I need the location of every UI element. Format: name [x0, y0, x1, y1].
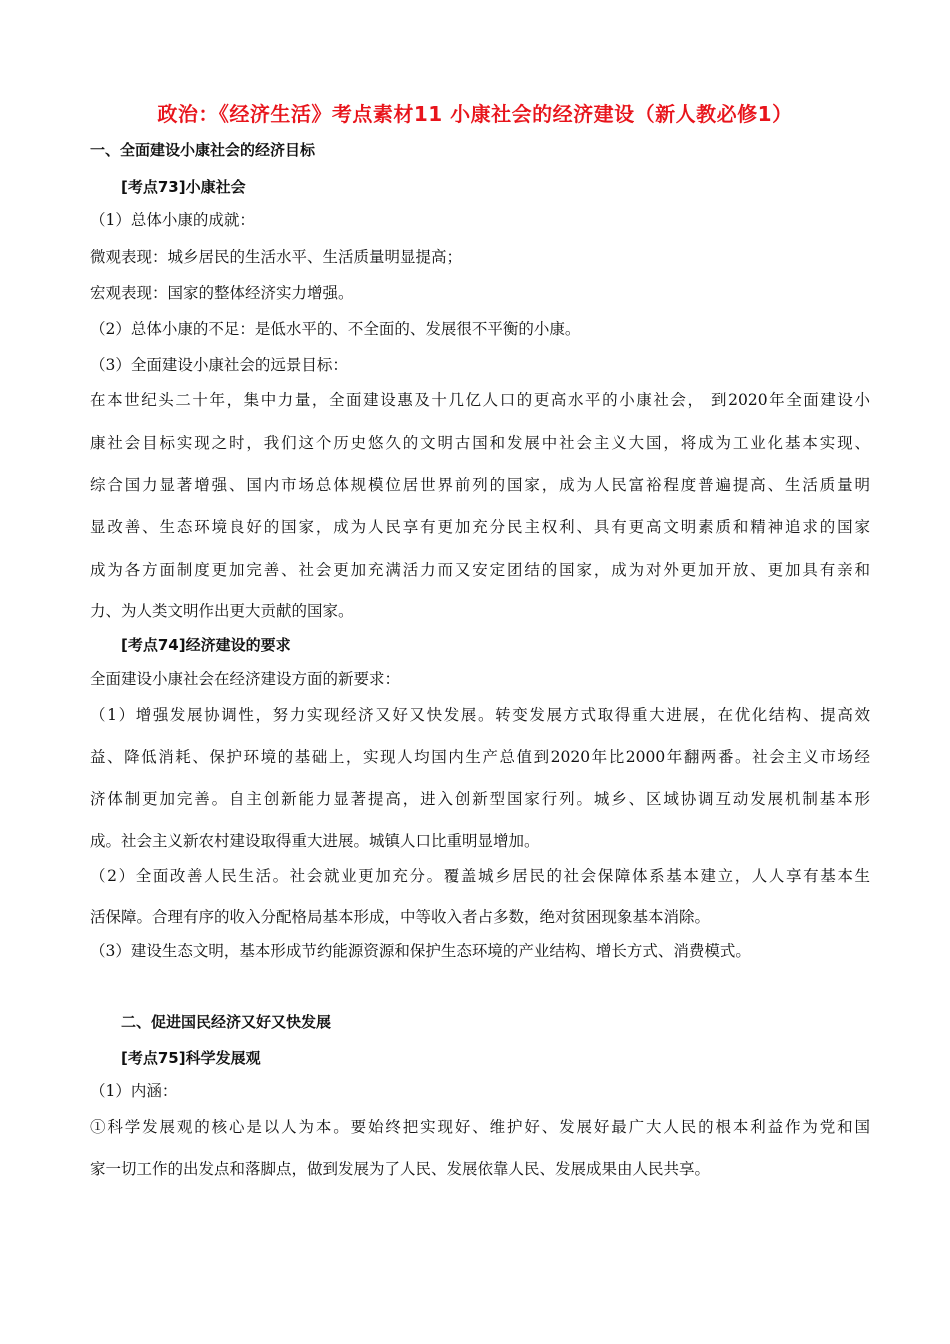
paragraph-line: （2）全面改善人民生活。社会就业更加充分。覆盖城乡居民的社会保障体系基本建立，人人享有基本生 — [90, 867, 870, 885]
paragraph-line: 活保障。合理有序的收入分配格局基本形成，中等收入者占多数，绝对贫困现象基本消除。 — [90, 908, 711, 926]
paragraph-line: （1）总体小康的成就： — [90, 211, 255, 229]
paragraph-line: 在本世纪头二十年，集中力量，全面建设惠及十几亿人口的更高水平的小康社会， 到2020年全面建设小 — [90, 391, 870, 409]
paragraph-line: （1）增强发展协调性，努力实现经济又好又快发展。转变发展方式取得重大进展，在优化结构、提高效 — [90, 706, 870, 724]
paragraph-line: 力、为人类文明作出更大贡献的国家。 — [90, 602, 354, 620]
paragraph-line: 益、降低消耗、保护环境的基础上，实现人均国内生产总值到2020年比2000年翻两番。社会主义市场经 — [90, 748, 870, 766]
paragraph-line: （1）内涵： — [90, 1082, 178, 1100]
paragraph-line: （2）总体小康的不足：是低水平的、不全面的、发展很不平衡的小康。 — [90, 320, 581, 338]
paragraph-line: 成。社会主义新农村建设取得重大进展。城镇人口比重明显增加。 — [90, 832, 540, 850]
paragraph-line: 显改善、生态环境良好的国家，成为人民享有更加充分民主权利、具有更高文明素质和精神追求的国家 — [90, 518, 870, 536]
paragraph-line: 康社会目标实现之时，我们这个历史悠久的文明古国和发展中社会主义大国，将成为工业化基本实现、 — [90, 434, 870, 452]
paragraph-line: 微观表现：城乡居民的生活水平、生活质量明显提高； — [90, 248, 463, 266]
paragraph-line: 全面建设小康社会在经济建设方面的新要求： — [90, 670, 401, 688]
kp75-heading: [考点75]科学发展观 — [121, 1049, 261, 1067]
document-title: 政治：《经济生活》考点素材11 小康社会的经济建设（新人教必修1） — [157, 102, 793, 126]
paragraph-line: 家一切工作的出发点和落脚点，做到发展为了人民、发展依靠人民、发展成果由人民共享。 — [90, 1160, 711, 1178]
paragraph-line: 成为各方面制度更加完善、社会更加充满活力而又安定团结的国家，成为对外更加开放、更加具有亲和 — [90, 561, 870, 579]
section-2-heading: 二、促进国民经济又好又快发展 — [121, 1013, 332, 1031]
section-1-heading: 一、全面建设小康社会的经济目标 — [90, 141, 316, 159]
kp74-heading: [考点74]经济建设的要求 — [121, 636, 291, 654]
paragraph-line: 济体制更加完善。自主创新能力显著提高，进入创新型国家行列。城乡、区域协调互动发展机制基本形 — [90, 790, 870, 808]
kp73-heading: [考点73]小康社会 — [121, 178, 246, 196]
paragraph-line: ①科学发展观的核心是以人为本。要始终把实现好、维护好、发展好最广大人民的根本利益作为党和国 — [90, 1118, 870, 1136]
paragraph-line: （3）全面建设小康社会的远景目标： — [90, 356, 348, 374]
paragraph-line: 综合国力显著增强、国内市场总体规模位居世界前列的国家，成为人民富裕程度普遍提高、生活质量明 — [90, 476, 870, 494]
paragraph-line: 宏观表现：国家的整体经济实力增强。 — [90, 284, 354, 302]
paragraph-line: （3）建设生态文明，基本形成节约能源资源和保护生态环境的产业结构、增长方式、消费模式。 — [90, 942, 751, 960]
